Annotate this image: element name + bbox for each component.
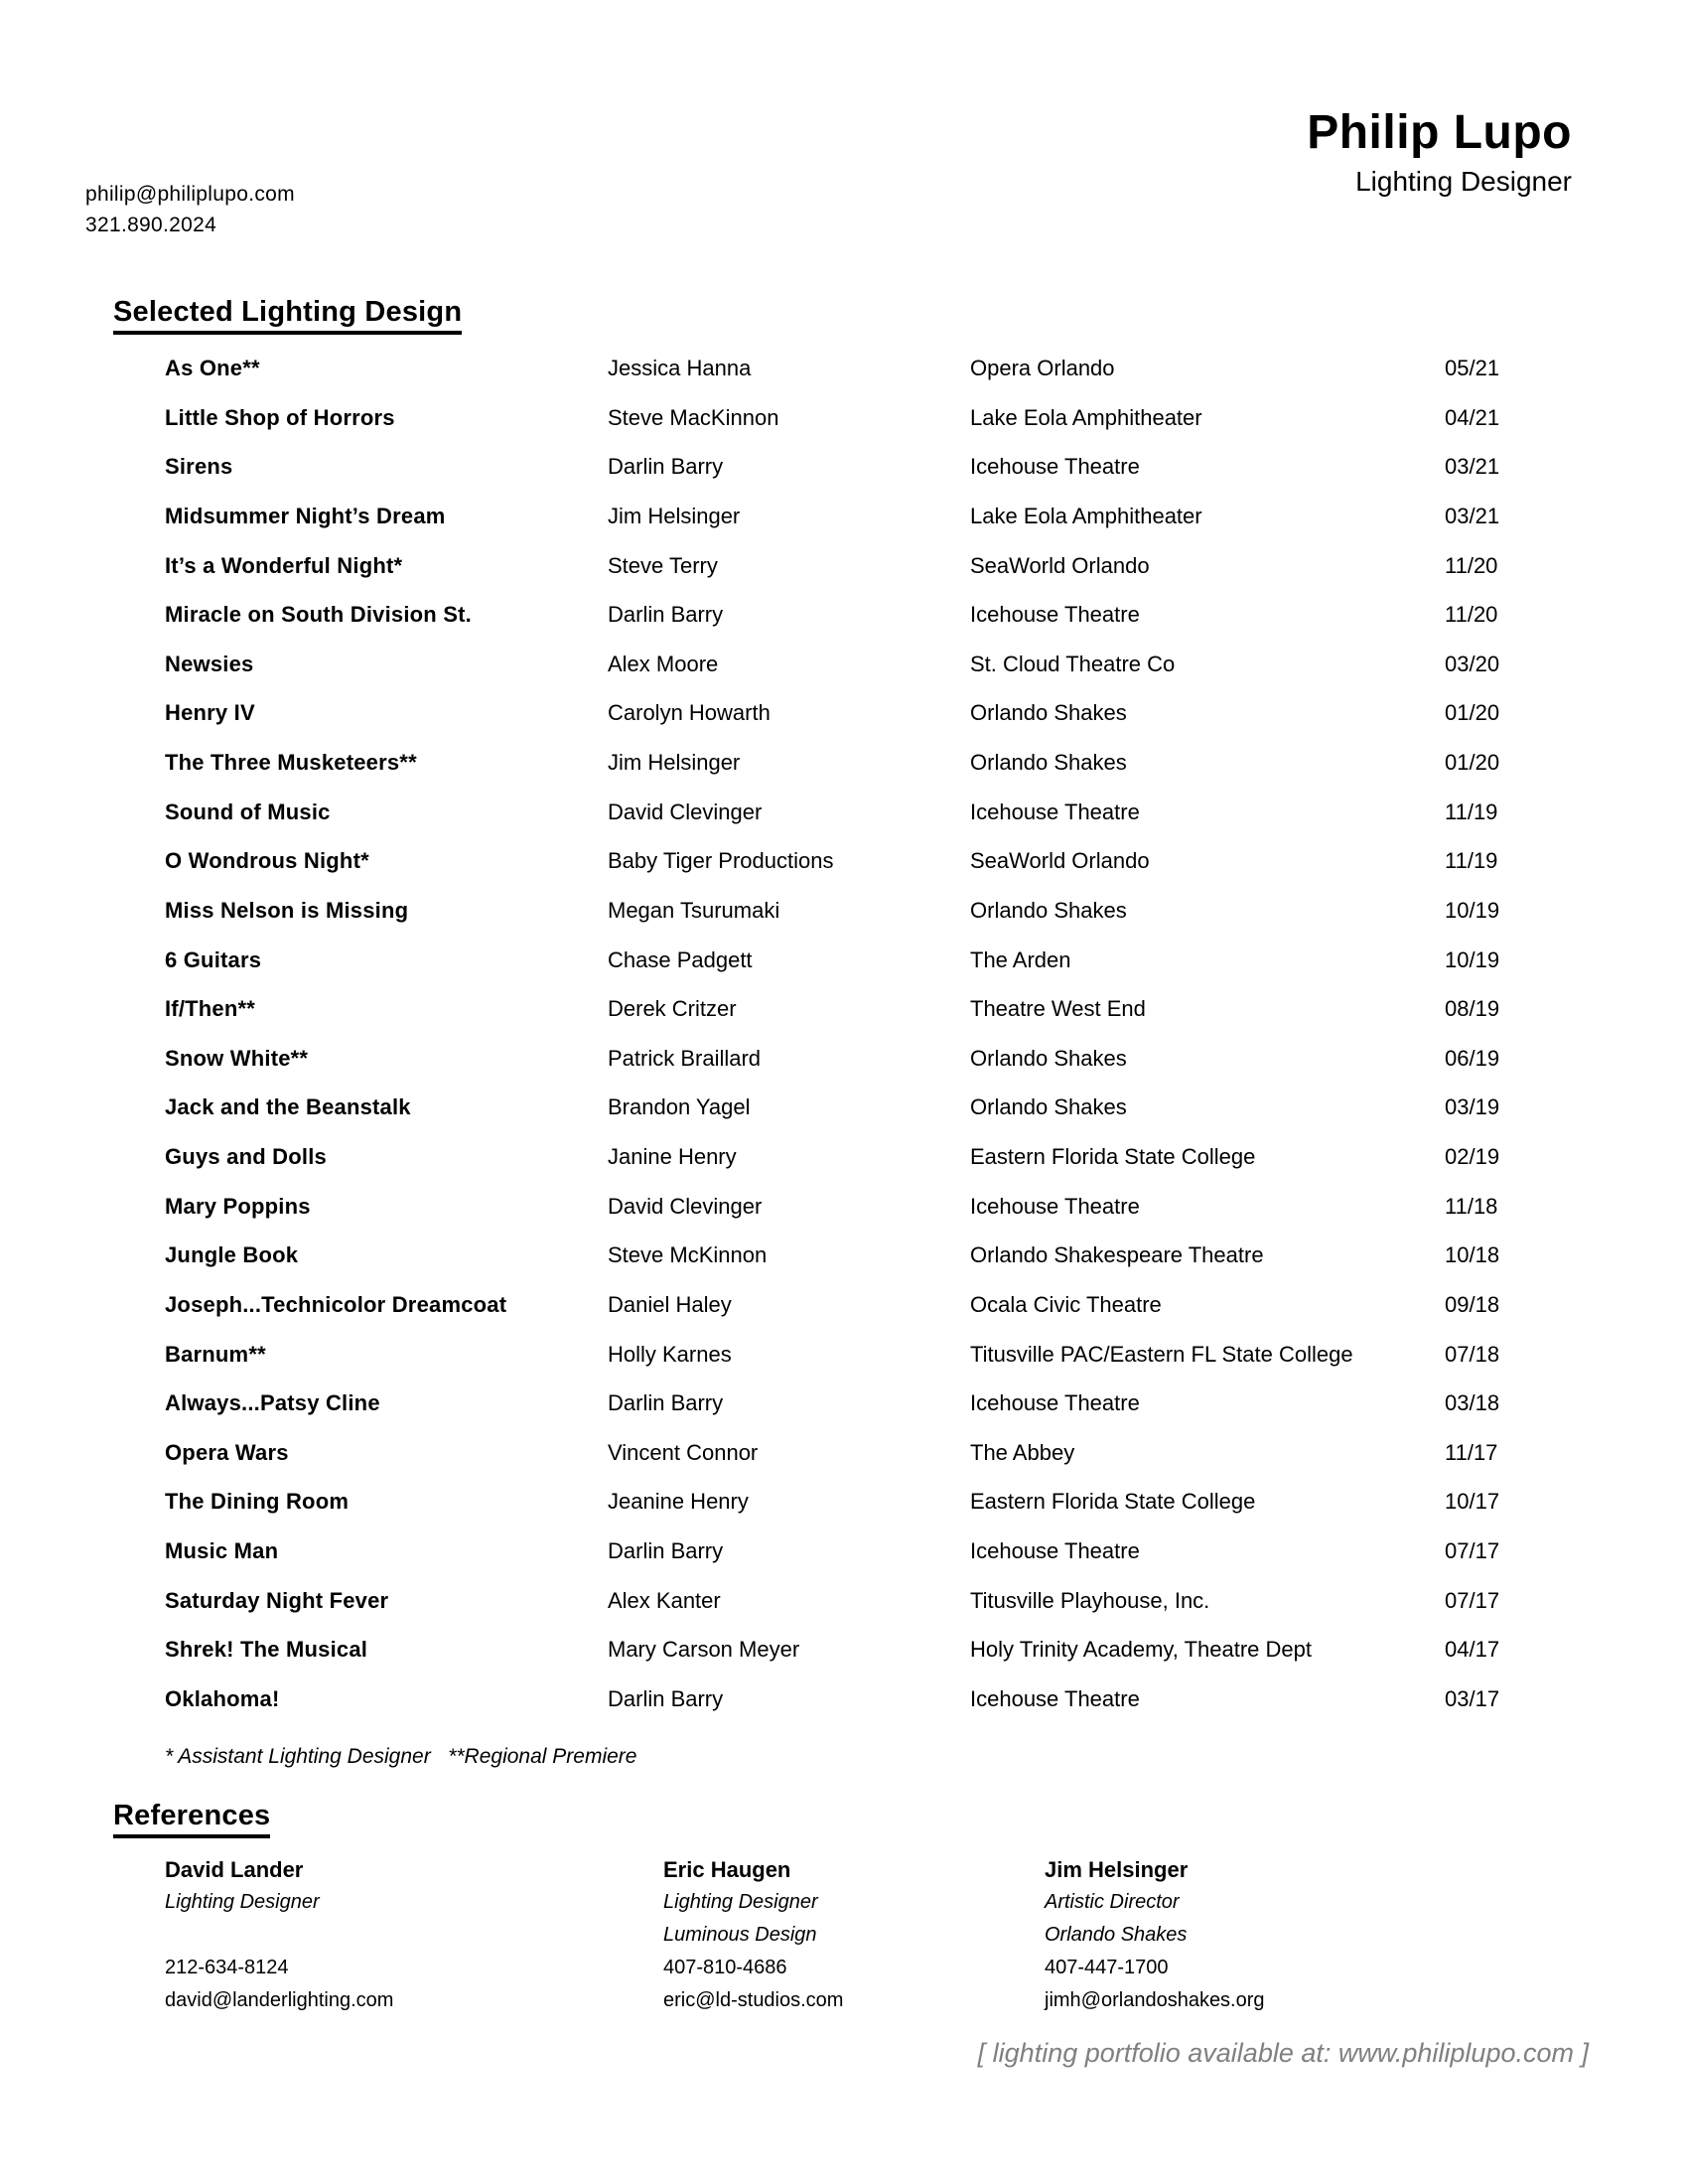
credit-row xyxy=(165,602,1606,652)
credit-date: 04/21 xyxy=(1445,404,1500,430)
reference-phone: 407-810-4686 xyxy=(663,1957,787,1978)
credit-date: 03/17 xyxy=(1445,1685,1500,1711)
show-title: Joseph...Technicolor Dreamcoat xyxy=(165,1291,507,1317)
show-title: Oklahoma! xyxy=(165,1685,280,1711)
venue-name: Icehouse Theatre xyxy=(970,1538,1140,1563)
credit-date: 07/17 xyxy=(1445,1587,1500,1613)
show-title: Henry IV xyxy=(165,700,255,726)
credit-date: 03/18 xyxy=(1445,1390,1500,1416)
credit-date: 02/19 xyxy=(1445,1144,1500,1169)
section-heading-lighting: Selected Lighting Design xyxy=(113,296,462,335)
show-title: Mary Poppins xyxy=(165,1193,311,1219)
director-name: Carolyn Howarth xyxy=(608,700,771,726)
show-title: Opera Wars xyxy=(165,1439,289,1465)
reference-role-lines xyxy=(663,1886,1045,1952)
portfolio-note: [ lighting portfolio available at: www.philiplupo.com ] xyxy=(977,2038,1589,2068)
show-title: Midsummer Night’s Dream xyxy=(165,503,446,528)
venue-name: Opera Orlando xyxy=(970,356,1115,380)
venue-name: Eastern Florida State College xyxy=(970,1489,1256,1515)
venue-name: St. Cloud Theatre Co xyxy=(970,651,1176,676)
director-name: Jessica Hanna xyxy=(608,356,752,380)
reference-name: Eric Haugen xyxy=(663,1857,791,1882)
credits-footnote: * Assistant Lighting Designer **Regional Premiere xyxy=(165,1745,637,1768)
venue-name: Orlando Shakes xyxy=(970,750,1127,775)
credit-row xyxy=(165,848,1606,898)
show-title: Jack and the Beanstalk xyxy=(165,1094,411,1120)
references-list xyxy=(165,1853,1606,2017)
reference-role-line: Lighting Designer xyxy=(663,1891,818,1913)
show-title: Sirens xyxy=(165,454,233,480)
venue-name: Icehouse Theatre xyxy=(970,454,1140,480)
credit-date: 10/19 xyxy=(1445,946,1500,972)
show-title: It’s a Wonderful Night* xyxy=(165,552,403,578)
credit-row xyxy=(165,1538,1606,1588)
director-name: David Clevinger xyxy=(608,799,763,824)
credit-row xyxy=(165,553,1606,603)
credit-row xyxy=(165,947,1606,997)
show-title: If/Then** xyxy=(165,996,256,1022)
reference-name: Jim Helsinger xyxy=(1045,1857,1189,1882)
venue-name: Orlando Shakes xyxy=(970,1045,1127,1071)
reference-role-line: Artistic Director xyxy=(1045,1891,1180,1913)
venue-name: SeaWorld Orlando xyxy=(970,848,1150,874)
credit-date: 11/20 xyxy=(1445,602,1498,628)
venue-name: Icehouse Theatre xyxy=(970,1193,1140,1219)
credit-row xyxy=(165,700,1606,750)
credit-date: 01/20 xyxy=(1445,700,1500,726)
venue-name: Titusville PAC/Eastern FL State College xyxy=(970,1341,1353,1367)
credit-date: 10/17 xyxy=(1445,1489,1500,1515)
designer-title: Lighting Designer xyxy=(1355,166,1572,197)
reference-card xyxy=(1045,1853,1606,2017)
show-title: O Wondrous Night* xyxy=(165,848,369,874)
show-title: 6 Guitars xyxy=(165,946,262,972)
show-title: As One** xyxy=(165,356,260,380)
credit-row xyxy=(165,1686,1606,1736)
credit-row xyxy=(165,504,1606,553)
director-name: Darlin Barry xyxy=(608,602,724,628)
credit-date: 03/21 xyxy=(1445,454,1500,480)
credit-row xyxy=(165,1342,1606,1391)
venue-name: Icehouse Theatre xyxy=(970,1390,1140,1416)
credit-date: 08/19 xyxy=(1445,996,1500,1022)
reference-role-lines xyxy=(165,1886,663,1952)
show-title: Newsies xyxy=(165,651,254,676)
director-name: Darlin Barry xyxy=(608,1538,724,1563)
venue-name: Lake Eola Amphitheater xyxy=(970,404,1202,430)
credit-row xyxy=(165,1292,1606,1342)
contact-email: philip@philiplupo.com xyxy=(85,183,295,206)
credit-date: 03/19 xyxy=(1445,1094,1500,1120)
name-block xyxy=(1307,107,1572,199)
credit-date: 11/18 xyxy=(1445,1193,1498,1219)
credit-row xyxy=(165,1194,1606,1243)
credit-row xyxy=(165,1440,1606,1490)
show-title: Sound of Music xyxy=(165,799,331,824)
director-name: Mary Carson Meyer xyxy=(608,1637,800,1663)
credit-date: 10/18 xyxy=(1445,1242,1500,1268)
show-title: Miracle on South Division St. xyxy=(165,602,472,628)
director-name: Jim Helsinger xyxy=(608,503,741,528)
credit-date: 04/17 xyxy=(1445,1637,1500,1663)
credit-row xyxy=(165,405,1606,455)
reference-phone: 212-634-8124 xyxy=(165,1957,289,1978)
credit-date: 03/20 xyxy=(1445,651,1500,676)
credit-date: 11/20 xyxy=(1445,552,1498,578)
show-title: Little Shop of Horrors xyxy=(165,404,395,430)
reference-card xyxy=(165,1853,663,2017)
show-title: Miss Nelson is Missing xyxy=(165,897,409,923)
reference-role-line xyxy=(165,1919,663,1952)
venue-name: Orlando Shakes xyxy=(970,700,1127,726)
credit-date: 06/19 xyxy=(1445,1045,1500,1071)
credit-row xyxy=(165,1588,1606,1638)
venue-name: Icehouse Theatre xyxy=(970,799,1140,824)
director-name: Chase Padgett xyxy=(608,946,753,972)
director-name: Daniel Haley xyxy=(608,1291,732,1317)
show-title: Music Man xyxy=(165,1538,279,1563)
reference-name: David Lander xyxy=(165,1857,304,1882)
reference-role-lines xyxy=(1045,1886,1606,1952)
reference-role-line: Lighting Designer xyxy=(165,1891,320,1913)
director-name: Steve Terry xyxy=(608,552,718,578)
show-title: The Dining Room xyxy=(165,1489,350,1515)
reference-card xyxy=(663,1853,1045,2017)
credit-date: 01/20 xyxy=(1445,750,1500,775)
director-name: Jeanine Henry xyxy=(608,1489,749,1515)
show-title: Snow White** xyxy=(165,1045,309,1071)
venue-name: The Arden xyxy=(970,946,1071,972)
credit-row xyxy=(165,800,1606,849)
venue-name: SeaWorld Orlando xyxy=(970,552,1150,578)
reference-email: jimh@orlandoshakes.org xyxy=(1045,1989,1265,2011)
director-name: Brandon Yagel xyxy=(608,1094,751,1120)
reference-role-line: Orlando Shakes xyxy=(1045,1924,1188,1946)
venue-name: Lake Eola Amphitheater xyxy=(970,503,1202,528)
show-title: Saturday Night Fever xyxy=(165,1587,389,1613)
credit-row xyxy=(165,356,1606,405)
director-name: Alex Kanter xyxy=(608,1587,721,1613)
show-title: Barnum** xyxy=(165,1341,266,1367)
venue-name: Titusville Playhouse, Inc. xyxy=(970,1587,1210,1613)
reference-email: eric@ld-studios.com xyxy=(663,1989,844,2011)
venue-name: Icehouse Theatre xyxy=(970,1685,1140,1711)
director-name: Jim Helsinger xyxy=(608,750,741,775)
show-title: The Three Musketeers** xyxy=(165,750,417,775)
director-name: Steve McKinnon xyxy=(608,1242,768,1268)
venue-name: Icehouse Theatre xyxy=(970,602,1140,628)
director-name: Holly Karnes xyxy=(608,1341,732,1367)
credit-date: 11/17 xyxy=(1445,1439,1498,1465)
show-title: Jungle Book xyxy=(165,1242,299,1268)
credit-row xyxy=(165,1144,1606,1194)
credit-row xyxy=(165,454,1606,504)
credit-row xyxy=(165,996,1606,1046)
reference-phone: 407-447-1700 xyxy=(1045,1957,1169,1978)
credit-date: 07/18 xyxy=(1445,1341,1500,1367)
venue-name: Theatre West End xyxy=(970,996,1146,1022)
venue-name: Orlando Shakespeare Theatre xyxy=(970,1242,1264,1268)
credit-date: 11/19 xyxy=(1445,799,1498,824)
credit-row xyxy=(165,1390,1606,1440)
venue-name: Holy Trinity Academy, Theatre Dept xyxy=(970,1637,1312,1663)
director-name: Darlin Barry xyxy=(608,454,724,480)
director-name: Patrick Braillard xyxy=(608,1045,762,1071)
venue-name: The Abbey xyxy=(970,1439,1075,1465)
director-name: David Clevinger xyxy=(608,1193,763,1219)
show-title: Guys and Dolls xyxy=(165,1144,327,1169)
reference-role-line: Luminous Design xyxy=(663,1924,817,1946)
credit-row xyxy=(165,1637,1606,1686)
director-name: Derek Critzer xyxy=(608,996,737,1022)
venue-name: Orlando Shakes xyxy=(970,897,1127,923)
credit-date: 05/21 xyxy=(1445,356,1500,380)
credit-date: 10/19 xyxy=(1445,897,1500,923)
credit-date: 07/17 xyxy=(1445,1538,1500,1563)
designer-name: Philip Lupo xyxy=(1307,106,1572,159)
director-name: Alex Moore xyxy=(608,651,719,676)
director-name: Darlin Barry xyxy=(608,1390,724,1416)
reference-email: david@landerlighting.com xyxy=(165,1989,394,2011)
credit-row xyxy=(165,898,1606,947)
director-name: Steve MacKinnon xyxy=(608,404,779,430)
contact-phone: 321.890.2024 xyxy=(85,214,217,236)
show-title: Always...Patsy Cline xyxy=(165,1390,380,1416)
director-name: Megan Tsurumaki xyxy=(608,897,780,923)
credit-date: 09/18 xyxy=(1445,1291,1500,1317)
credit-date: 11/19 xyxy=(1445,848,1498,874)
credit-row xyxy=(165,1046,1606,1095)
contact-block xyxy=(85,179,295,240)
credit-row xyxy=(165,1094,1606,1144)
director-name: Janine Henry xyxy=(608,1144,737,1169)
credit-date: 03/21 xyxy=(1445,503,1500,528)
venue-name: Orlando Shakes xyxy=(970,1094,1127,1120)
venue-name: Ocala Civic Theatre xyxy=(970,1291,1162,1317)
show-title: Shrek! The Musical xyxy=(165,1637,368,1663)
credit-row xyxy=(165,750,1606,800)
section-heading-references: References xyxy=(113,1800,270,1838)
credit-row xyxy=(165,1489,1606,1538)
venue-name: Eastern Florida State College xyxy=(970,1144,1256,1169)
credits-table xyxy=(165,356,1606,1736)
director-name: Darlin Barry xyxy=(608,1685,724,1711)
credit-row xyxy=(165,1242,1606,1292)
director-name: Vincent Connor xyxy=(608,1439,759,1465)
director-name: Baby Tiger Productions xyxy=(608,848,834,874)
credit-row xyxy=(165,652,1606,701)
